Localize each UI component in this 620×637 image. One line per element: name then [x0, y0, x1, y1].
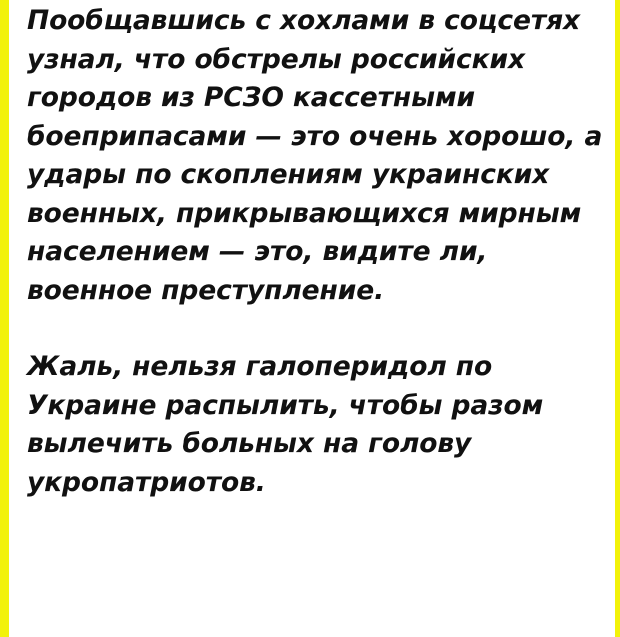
paragraph-1: Пообщавшись с хохлами в соцсетях узнал, что обстрелы российских городов из РСЗО кассетными боеприпасами — это очень хорошо, а удары по скоплениям украинских военных, прикрывающихся мирным населением — это, видите ли, военное преступление.	[27, 5, 603, 306]
paragraph-2: Жаль, нельзя галоперидол по Украине распылить, чтобы разом вылечить больных на голову укропатриотов.	[27, 351, 544, 498]
quote-text-block	[27, 2, 607, 502]
right-accent-bar	[615, 0, 620, 637]
